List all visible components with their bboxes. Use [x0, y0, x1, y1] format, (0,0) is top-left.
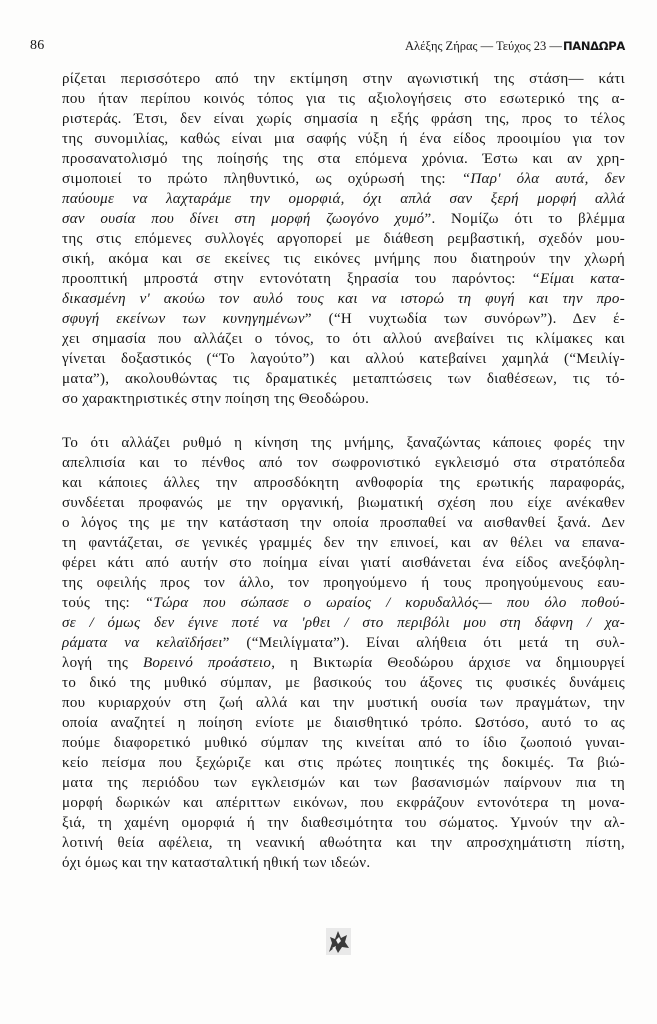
- text-line: [62, 69, 625, 89]
- body-text: ” (“Η νυχτωδία των συνόρων”). Δεν έ-: [304, 311, 625, 327]
- body-text: λοτινή θεία αφέλεια, τη νεανική αθωότητα και την απροσχημάτιστη πίστη,: [62, 835, 625, 851]
- text-line: [62, 169, 625, 189]
- text-line: [62, 329, 625, 349]
- text-line: [62, 513, 625, 533]
- text-line: [62, 533, 625, 553]
- text-line: [62, 773, 625, 793]
- text-line: [62, 853, 625, 873]
- text-line: [62, 593, 625, 613]
- text-line: [62, 553, 625, 573]
- text-line: [62, 693, 625, 713]
- body-text: όχι όμως και την κατασταλτική ηθική των ιδεών.: [62, 855, 371, 871]
- running-head: [405, 39, 625, 54]
- body-text: ματα”), ακολουθώντας τις δραματικές μεταπτώσεις των διαθέσεων, τις τό-: [62, 371, 625, 387]
- italic-text: ράματα να κελαϊδήσει: [62, 635, 223, 651]
- text-line: [62, 369, 625, 389]
- body-text: ” (“Μειλίγματα”). Είναι αλήθεια ότι μετά τη συλ-: [222, 635, 625, 651]
- body-text: οποία αναζητεί η ποίηση ενίοτε με διαισθητικό τρόπο. Ωστόσο, αυτό το ας: [62, 715, 625, 731]
- body-text: ματα της περιόδου των εγκλεισμών και των βασανισμών παίρνουν πια τη: [62, 775, 625, 791]
- italic-text: “Τώρα που σώπασε ο ωραίος / κορυδαλλός— που όλο ποθού-: [144, 595, 625, 611]
- text-line: [62, 109, 625, 129]
- body-text: ”. Νομίζω ότι το βλέμμα: [424, 211, 625, 227]
- body-text: ρίζεται περισσότερο από την εκτίμηση στην αγωνιστική της στάση— κάτι: [62, 71, 625, 87]
- body-text: φέρει κάτι από αυτήν στο ποίημα είναι γιατί αισθάνεται ένα είδος ανεξόφλη-: [62, 555, 625, 571]
- body-text: της οφειλής προς τον άλλο, τον προηγούμενο ή τους προηγούμενους εαυ-: [62, 575, 625, 591]
- body-text: ξιά, τη χαμένη ομορφιά ή την διαθεσιμότητα του σώματος. Υμνούν την αλ-: [62, 815, 625, 831]
- body-text: , η Βικτωρία Θεοδώρου άρχισε να δημιουργεί: [271, 655, 625, 671]
- text-line: [62, 713, 625, 733]
- text-line: [62, 833, 625, 853]
- italic-text: “Παρ' όλα αυτά, δεν: [461, 171, 625, 187]
- text-line: [62, 89, 625, 109]
- body-text: λογή της: [62, 655, 143, 671]
- text-line: [62, 813, 625, 833]
- body-text: ο λόγος της με την κατάσταση την οποία προσπαθεί να αισθανθεί ξανά. Δεν: [62, 515, 625, 531]
- text-line: [62, 473, 625, 493]
- journal-logo: ΠΑΝΔΩΡΑ: [562, 39, 625, 53]
- text-line: [62, 269, 625, 289]
- body-text: που ήταν περίπου κοινός τόπος για τις αξιολογήσεις στο εσωτερικό της α-: [62, 91, 625, 107]
- text-line: [62, 673, 625, 693]
- body-text: μορφή δωρικών και απέριττων εικόνων, που εκφράζουν εντονότερα τη μονα-: [62, 795, 625, 811]
- body-text: συνδέεται προφανώς με την οργανική, βιωματική σχέση που είχε ανέκαθεν: [62, 495, 625, 511]
- text-line: [62, 389, 625, 409]
- text-line: [62, 433, 625, 453]
- pandora-emblem-icon: [326, 928, 351, 955]
- body-text: και κάποιες άλλες την απροσδόκητη ανθοφορία της ερωτικής παραφοράς,: [62, 475, 625, 491]
- body-text: χει σημασία που αλλάζει ο τόνος, το ότι αλλού ανεβαίνει τις κλίμακες και: [62, 331, 625, 347]
- body-text: τούς της:: [62, 595, 145, 611]
- text-line: [62, 493, 625, 513]
- italic-text: σφυγή εκείνων των κυνηγημένων: [62, 311, 305, 327]
- body-text: απελπισία και το πένθος από τον σωφρονιστικό εγκλεισμό στα στρατόπεδα: [62, 455, 625, 471]
- paragraph: [62, 433, 625, 873]
- text-line: [62, 613, 625, 633]
- body-text: το δικό της μυθικό σύμπαν, με βασικούς του άξονες τις φυσικές δυνάμεις: [62, 675, 625, 691]
- italic-text: σαν ουσία που δίνει στη μορφή ζωογόνο χυμό: [62, 211, 425, 227]
- text-line: [62, 633, 625, 653]
- text-line: [62, 189, 625, 209]
- paragraph: [62, 69, 625, 409]
- text-line: [62, 129, 625, 149]
- body-text: προσανατολισμό της ποίησής της στα επόμενα χρόνια. Έστω και αν χρη-: [62, 151, 625, 167]
- text-line: [62, 733, 625, 753]
- body-text: προοπτική μπροστά στην εντονότατη ξηρασία του παρόντος:: [62, 271, 532, 287]
- text-line: [62, 349, 625, 369]
- text-line: [62, 309, 625, 329]
- text-line: [62, 209, 625, 229]
- body-text: Το ότι αλλάζει ρυθμό η κίνηση της μνήμης, ξαναζώντας κάποιες φορές την: [62, 435, 625, 451]
- body-text: κείο πείσμα που ξεχώριζε και στις πρώτες ποιητικές της δοκιμές. Τα βιώ-: [62, 755, 625, 771]
- body-text: που κυριαρχούν στη ζωή αλλά και την μυστική ουσία των πραγμάτων, την: [62, 695, 625, 711]
- italic-text: σε / όμως δεν έγινε ποτέ να 'ρθει / στο περιβόλι μου στη δάφνη / χα-: [62, 615, 625, 631]
- text-line: [62, 573, 625, 593]
- text-line: [62, 753, 625, 773]
- body-text: πούμε διαφορετικό μυθικό σύμπαν της κινείται από το ίδιο ζωοποιό γυναι-: [62, 735, 625, 751]
- text-line: [62, 249, 625, 269]
- text-line: [62, 149, 625, 169]
- text-line: [62, 229, 625, 249]
- body-text: της στις επόμενες συλλογές αργοπορεί με διάθεση ρεμβαστική, σχεδόν μου-: [62, 231, 625, 247]
- italic-text: “Είμαι κατα-: [531, 271, 625, 287]
- body-text: γίνεται δοξαστικός (“Το λαγούτο”) και αλλού κατεβαίνει χαμηλά (“Μειλίγ-: [62, 351, 625, 367]
- body-text: σο χαρακτηριστικές στην ποίηση της Θεοδώρου.: [62, 391, 370, 407]
- page-number: 86: [30, 38, 45, 53]
- body-text: τη φαντάζεται, σε γενικές γραμμές δεν την επινοεί, και αν θέλει να επανα-: [62, 535, 625, 551]
- text-line: [62, 289, 625, 309]
- body-text: σική, ακόμα και σε εκείνες τις εικόνες μνήμης που διατηρούν την χλωρή: [62, 251, 625, 267]
- running-title: Αλέξης Ζήρας — Τεύχος 23 —: [405, 39, 562, 53]
- text-line: [62, 793, 625, 813]
- italic-text: δικασμένη ν' ακούω τον αυλό τους και να ιστορώ τη φυγή και την προ-: [62, 291, 625, 307]
- body-text: ριστεράς. Έτσι, δεν είναι χωρίς σημασία η εξής φράση της, προς το τέλος: [62, 111, 625, 127]
- text-line: [62, 653, 625, 673]
- italic-text: παύουμε να λαχταράμε την ομορφιά, όχι απλά σαν ξερή μορφή αλλά: [62, 191, 625, 207]
- italic-text: Βορεινό προάστειο: [142, 655, 272, 671]
- body-text: της συνομιλίας, καθώς είναι μια σαφής νύξη ή ένα είδος προοιμίου για τον: [62, 131, 625, 147]
- text-line: [62, 453, 625, 473]
- body-text: σιμοποιεί το πρώτο πληθυντικό, ως οχύρωσή της:: [62, 171, 462, 187]
